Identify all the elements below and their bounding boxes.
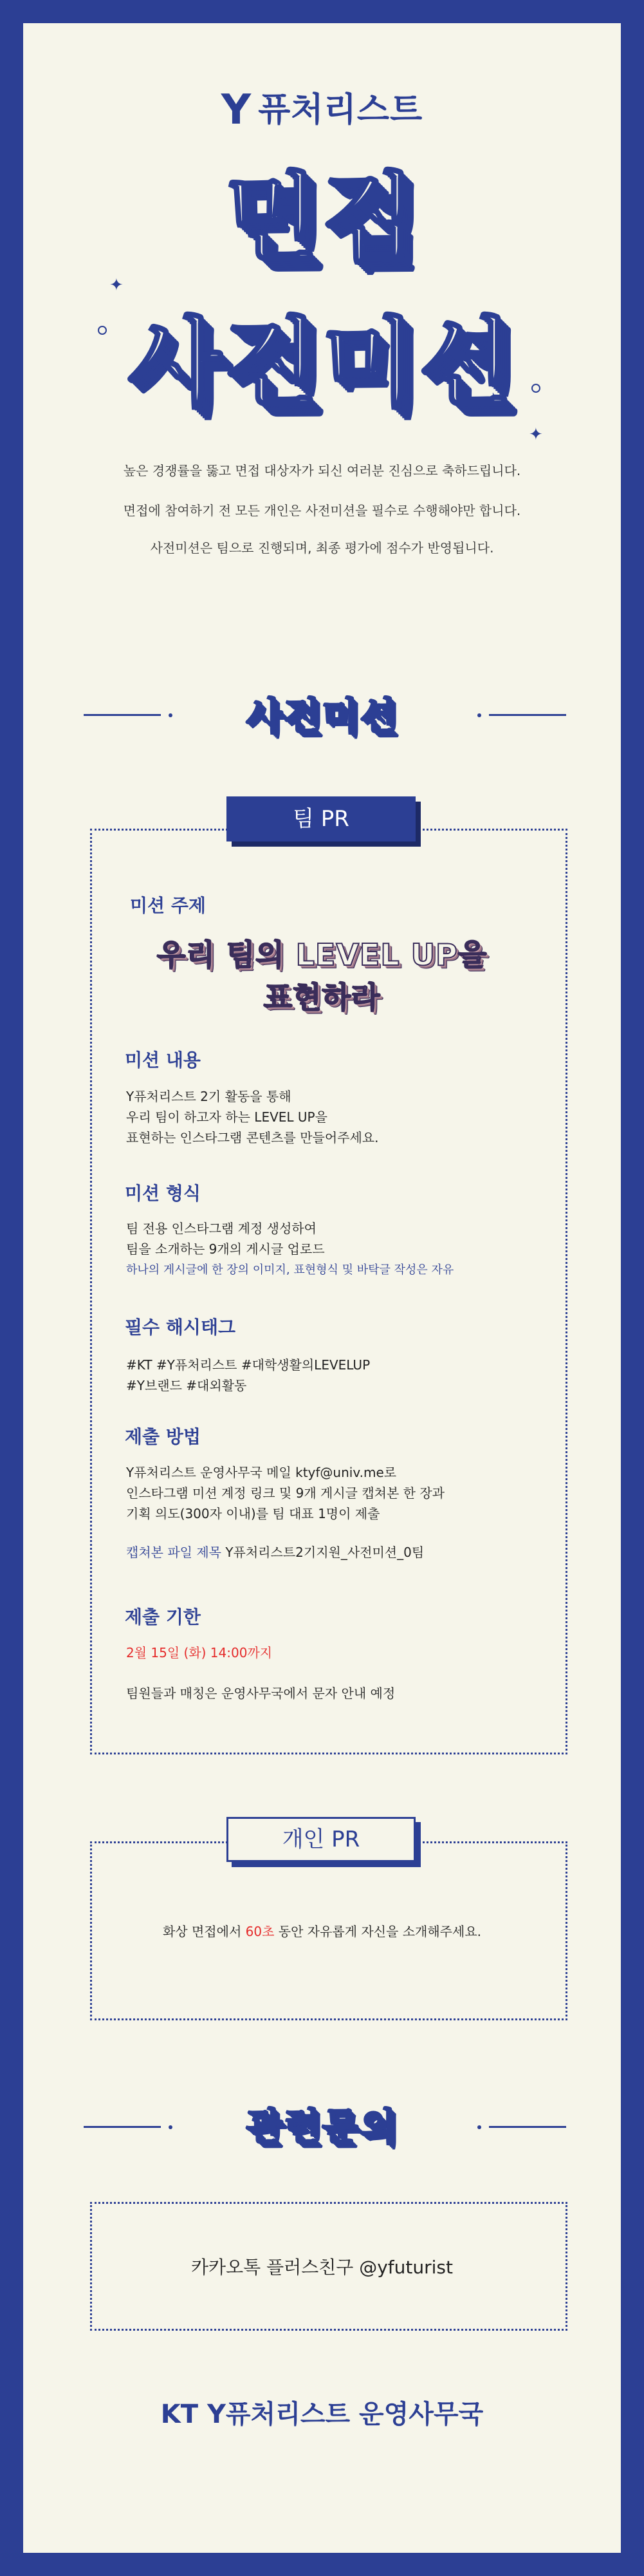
content-heading: 미션 내용: [125, 1049, 201, 1071]
file-title-label: 캡쳐본 파일 제목: [126, 1545, 221, 1560]
format-line-2: 팀을 소개하는 9개의 게시글 업로드: [126, 1241, 325, 1257]
section-title-mission: 사전미션: [246, 694, 398, 738]
brand-logo: [0, 82, 644, 134]
brand-name: 퓨처리스트: [258, 91, 423, 129]
intro-line-1: 높은 경쟁률을 뚫고 면접 대상자가 되신 여러분 진심으로 축하드립니다.: [123, 463, 521, 478]
deadline-heading: 제출 기한: [125, 1606, 201, 1628]
format-heading: 미션 형식: [125, 1183, 201, 1204]
individual-pr-text-after: 동안 자유롭게 자신을 소개해주세요.: [274, 1924, 481, 1939]
hero-title-line1: 면접: [225, 163, 419, 275]
individual-pr-highlight: 60초: [245, 1924, 275, 1939]
sparkle-icon: ✦: [529, 425, 543, 444]
hashtag-heading: 필수 해시태그: [125, 1317, 236, 1338]
hashtag-line-2: #Y브랜드 #대외활동: [126, 1378, 247, 1393]
theme-heading: 미션 주제: [130, 895, 206, 916]
submit-line-3: 기획 의도(300자 이내)를 팀 대표 1명이 제출: [126, 1506, 380, 1521]
theme-line-1: 우리 팀의 LEVEL UP을: [156, 937, 488, 972]
circle-dot-icon: [98, 326, 107, 335]
footer-organizer: KT Y퓨처리스트 운영사무국: [160, 2400, 484, 2429]
content-line-2: 우리 팀이 하고자 하는 LEVEL UP을: [126, 1109, 327, 1125]
individual-pr-text-before: 화상 면접에서: [162, 1924, 246, 1939]
individual-pr-text: [0, 1922, 644, 1941]
submit-line-1: Y퓨처리스트 운영사무국 메일 ktyf@univ.me로: [126, 1465, 397, 1480]
tab-team-pr: 팀 PR: [226, 796, 416, 841]
hashtag-line-1: #KT #Y퓨처리스트 #대학생활의LEVELUP: [126, 1357, 371, 1373]
content-line-3: 표현하는 인스타그램 콘텐츠를 만들어주세요.: [126, 1130, 379, 1145]
intro-line-2: 면접에 참여하기 전 모든 개인은 사전미션을 필수로 수행해야만 합니다.: [123, 503, 521, 518]
hero-title-line2: 사전미션: [127, 308, 517, 420]
circle-dot-icon: [531, 384, 540, 393]
content-line-1: Y퓨처리스트 2기 활동을 통해: [126, 1089, 291, 1104]
theme-line-2: 표현하라: [263, 980, 381, 1015]
format-line-1: 팀 전용 인스타그램 계정 생성하여: [126, 1221, 317, 1236]
tab-individual-pr: 개인 PR: [226, 1817, 416, 1862]
sparkle-icon: ✦: [109, 276, 124, 295]
intro-line-3: 사전미션은 팀으로 진행되며, 최종 평가에 점수가 반영됩니다.: [150, 540, 494, 556]
submit-heading: 제출 방법: [125, 1426, 201, 1447]
contact-text: 카카오톡 플러스친구 @yfuturist: [191, 2257, 453, 2278]
section-title-contact: 관련문의: [246, 2105, 398, 2148]
file-title-value: Y퓨처리스트2기지원_사전미션_0팀: [225, 1545, 425, 1560]
deadline-note: 팀원들과 매칭은 운영사무국에서 문자 안내 예정: [126, 1686, 396, 1701]
submit-line-2: 인스타그램 미션 계정 링크 및 9개 게시글 캡쳐본 한 장과: [126, 1485, 445, 1501]
file-title-row: [126, 1543, 424, 1562]
brand-mark: Y: [221, 86, 252, 134]
format-note: 하나의 게시글에 한 장의 이미지, 표현형식 및 바탁글 작성은 자유: [126, 1263, 454, 1277]
deadline-value: 2월 15일 (화) 14:00까지: [126, 1645, 273, 1660]
